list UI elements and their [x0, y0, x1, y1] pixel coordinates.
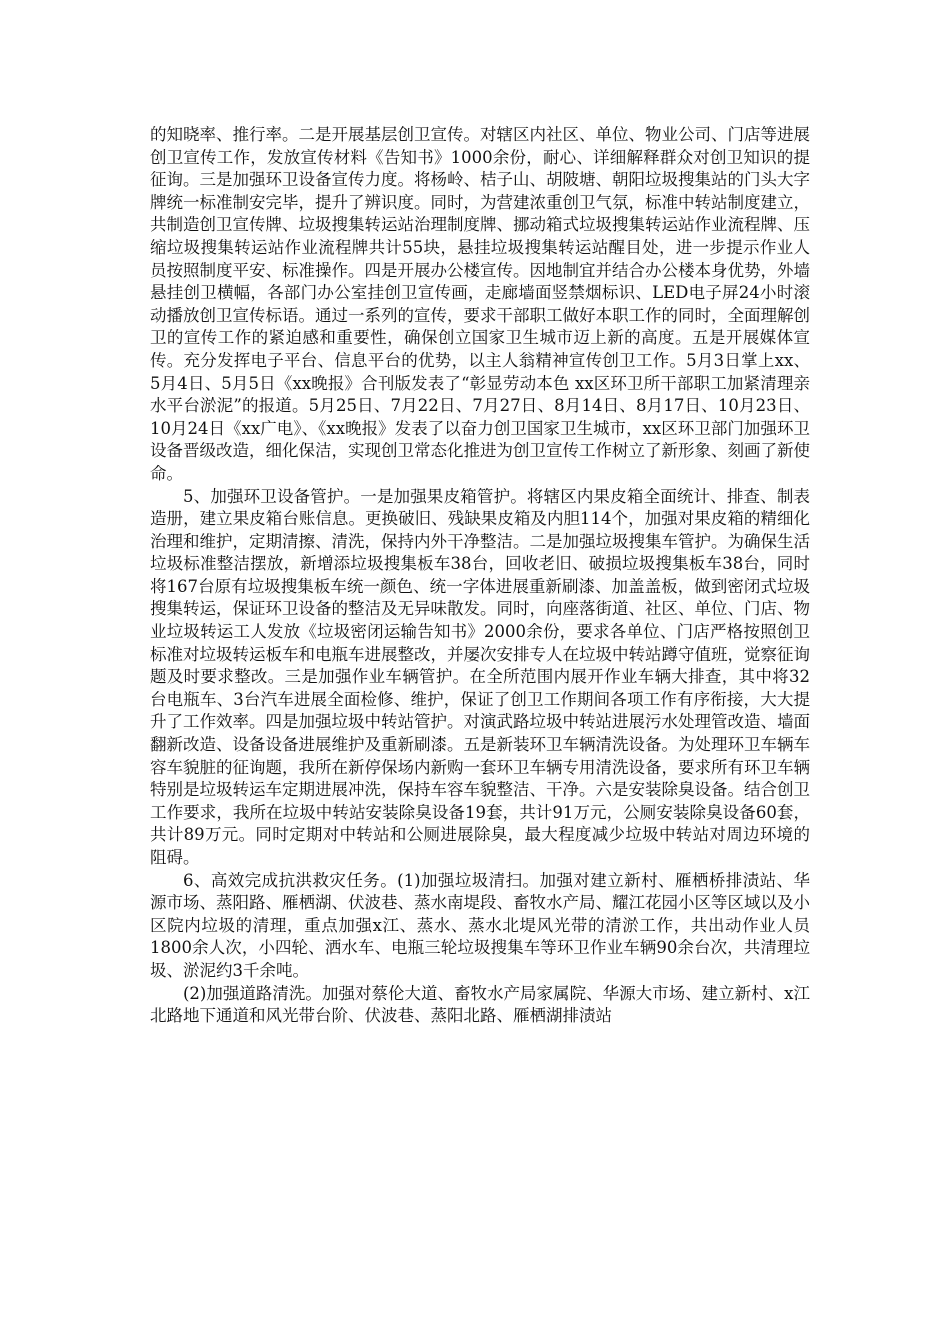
- paragraph-propaganda: 的知晓率、推行率。二是开展基层创卫宣传。对辖区内社区、单位、物业公司、门店等进展创卫宣传工作，发放宣传材料《告知书》1000余份，耐心、详细解释群众对创卫知识的提征询。三是加强环卫设备宣传力度。将杨岭、桔子山、胡陂塘、朝阳垃圾搜集站的门头大字牌统一标准制安完毕，提升了辨识度。同时，为营建浓重创卫气氛，标准中转站制度建立，共制造创卫宣传牌、垃圾搜集转运站治理制度牌、挪动箱式垃圾搜集转运站作业流程牌、压缩垃圾搜集转运站作业流程牌共计55块，悬挂垃圾搜集转运站醒目处，进一步提示作业人员按照制度平安、标准操作。四是开展办公楼宣传。因地制宜并结合办公楼本身优势，外墙悬挂创卫横幅，各部门办公室挂创卫宣传画，走廊墙面竖禁烟标识、LED电子屏24小时滚动播放创卫宣传标语。通过一系列的宣传，要求干部职工做好本职工作的同时，全面理解创卫的宣传工作的紧迫感和重要性，确保创立国家卫生城市迈上新的高度。五是开展媒体宣传。充分发挥电子平台、信息平台的优势，以主人翁精神宣传创卫工作。5月3日掌上xx、5月4日、5月5日《xx晚报》合刊版发表了“彰显劳动本色 xx区环卫所干部职工加紧清理亲水平台淤泥”的报道。5月25日、7月22日、7月27日、8月14日、8月17日、10月23日、10月24日《xx广电》、《xx晚报》发表了以奋力创卫国家卫生城市，xx区环卫部门加强环卫设备晋级改造，细化保洁，实现创卫常态化推进为创卫宣传工作树立了新形象、刻画了新使命。: [150, 125, 810, 483]
- paragraph-facility-maintenance: 5、加强环卫设备管护。一是加强果皮箱管护。将辖区内果皮箱全面统计、排查、制表造册，建立果皮箱台账信息。更换破旧、残缺果皮箱及内胆114个，加强对果皮箱的精细化治理和维护，定期清擦、清洗，保持内外干净整洁。二是加强垃圾搜集车管护。为确保生活垃圾标准整洁摆放，新增添垃圾搜集板车38台，回收老旧、破损垃圾搜集板车38台，同时将167台原有垃圾搜集板车统一颜色、统一字体进展重新刷漆、加盖盖板，做到密闭式垃圾搜集转运，保证环卫设备的整洁及无异味散发。同时，向座落街道、社区、单位、门店、物业垃圾转运工人发放《垃圾密闭运输告知书》2000余份，要求各单位、门店严格按照创卫标准对垃圾转运板车和电瓶车进展整改，并屡次安排专人在垃圾中转站蹲守值班，觉察征询题及时要求整改。三是加强作业车辆管护。在全所范围内展开作业车辆大排查，其中将32台电瓶车、3台汽车进展全面检修、维护，保证了创卫工作期间各项工作有序衔接，大大提升了工作效率。四是加强垃圾中转站管护。对演武路垃圾中转站进展污水处理管改造、墙面翻新改造、设备设备进展维护及重新刷漆。五是新装环卫车辆清洗设备。为处理环卫车辆车容车貌脏的征询题，我所在新停保场内新购一套环卫车辆专用清洗设备，要求所有环卫车辆特别是垃圾转运车定期进展冲洗，保持车容车貌整洁、干净。六是安装除臭设备。结合创卫工作要求，我所在垃圾中转站安装除臭设备19套，共计91万元，公厕安装除臭设备60套，共计89万元。同时定期对中转站和公厕进展除臭，最大程度减少垃圾中转站对周边环境的阻碍。: [150, 486, 810, 867]
- paragraph-road-cleaning: (2)加强道路清洗。加强对蔡伦大道、畜牧水产局家属院、华源大市场、建立新村、x江北路地下通道和风光带台阶、伏波巷、蒸阳北路、雁栖湖排渍站: [150, 983, 810, 1026]
- paragraph-flood-relief: 6、高效完成抗洪救灾任务。(1)加强垃圾清扫。加强对建立新村、雁栖桥排渍站、华源市场、蒸阳路、雁栖湖、伏波巷、蒸水南堤段、畜牧水产局、耀江花园小区等区域以及小区院内垃圾的清理，重点加强x江、蒸水、蒸水北堤风光带的清淤工作，共出动作业人员1800余人次，小四轮、洒水车、电瓶三轮垃圾搜集车等环卫作业车辆90余台次，共清理垃圾、淤泥约3千余吨。: [150, 870, 810, 980]
- document-body: [150, 124, 810, 1028]
